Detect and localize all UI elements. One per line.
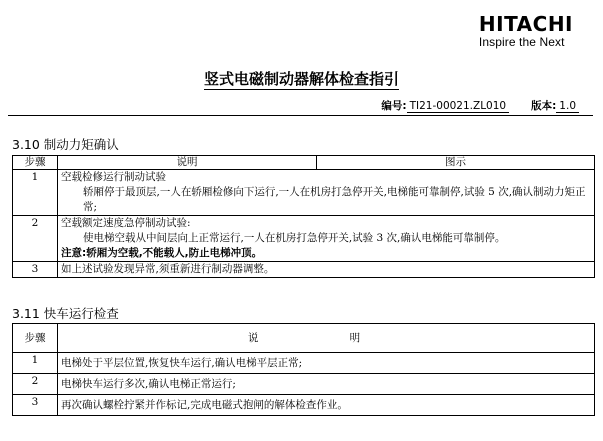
logo-tagline: Inspire the Next [478, 35, 565, 49]
table-row [13, 262, 595, 278]
step-number: 3 [13, 262, 58, 278]
table-row [13, 216, 595, 262]
step-body: 使电梯空载从中间层向上正常运行,一人在机房打急停开关,试验 3 次,确认电梯能可靠制停。 [83, 232, 506, 244]
step-title: 空载额定速度急停制动试验: [61, 217, 191, 229]
step-number: 1 [13, 353, 58, 374]
table-row [13, 170, 595, 216]
step-warning-note: 注意:轿厢为空载,不能载人,防止电梯冲顶。 [61, 247, 263, 259]
step-description [58, 216, 595, 262]
step-description: 电梯处于平层位置,恢复快车运行,确认电梯平层正常; [58, 353, 595, 374]
document-number-line [381, 98, 579, 113]
table-row [13, 395, 595, 416]
col-header-step: 步骤 [13, 324, 58, 353]
step-number: 1 [13, 170, 58, 216]
step-description: 电梯快车运行多次,确认电梯正常运行; [58, 374, 595, 395]
table-row [13, 353, 595, 374]
col-header-description: 说明 [58, 156, 317, 170]
fast-run-table [12, 323, 595, 416]
step-number: 3 [13, 395, 58, 416]
doc-number-value: TI21-00021.ZL010 [407, 100, 509, 113]
col-header-description: 说 明 [58, 324, 595, 353]
brake-torque-table [12, 155, 595, 278]
logo-wordmark: HITACHI [478, 12, 573, 36]
table-header-row [13, 324, 595, 353]
version-label: 版本: [531, 100, 557, 112]
step-description: 再次确认螺栓拧紧并作标记,完成电磁式抱闸的解体检查作业。 [58, 395, 595, 416]
col-header-illustration: 图示 [317, 156, 595, 170]
step-number: 2 [13, 216, 58, 262]
step-number: 2 [13, 374, 58, 395]
section-heading-3-11: 3.11 快车运行检查 [12, 306, 119, 321]
hitachi-logo [479, 14, 573, 49]
col-header-step: 步骤 [13, 156, 58, 170]
header-divider [8, 115, 593, 116]
step-description: 如上述试验发现异常,须重新进行制动器调整。 [58, 262, 595, 278]
section-heading-3-10: 3.10 制动力矩确认 [12, 137, 119, 152]
doc-number-label: 编号: [381, 100, 407, 112]
table-header-row [13, 156, 595, 170]
document-title: 竖式电磁制动器解体检查指引 [203, 70, 399, 88]
step-title: 空载检修运行制动试验 [61, 171, 166, 183]
step-body: 轿厢停于最顶层,一人在轿厢检修向下运行,一人在机房打急停开关,电梯能可靠制停,试验 5 次,确认制动力矩正常; [83, 186, 586, 213]
table-row [13, 374, 595, 395]
version-value: 1.0 [556, 100, 579, 113]
step-description [58, 170, 595, 216]
